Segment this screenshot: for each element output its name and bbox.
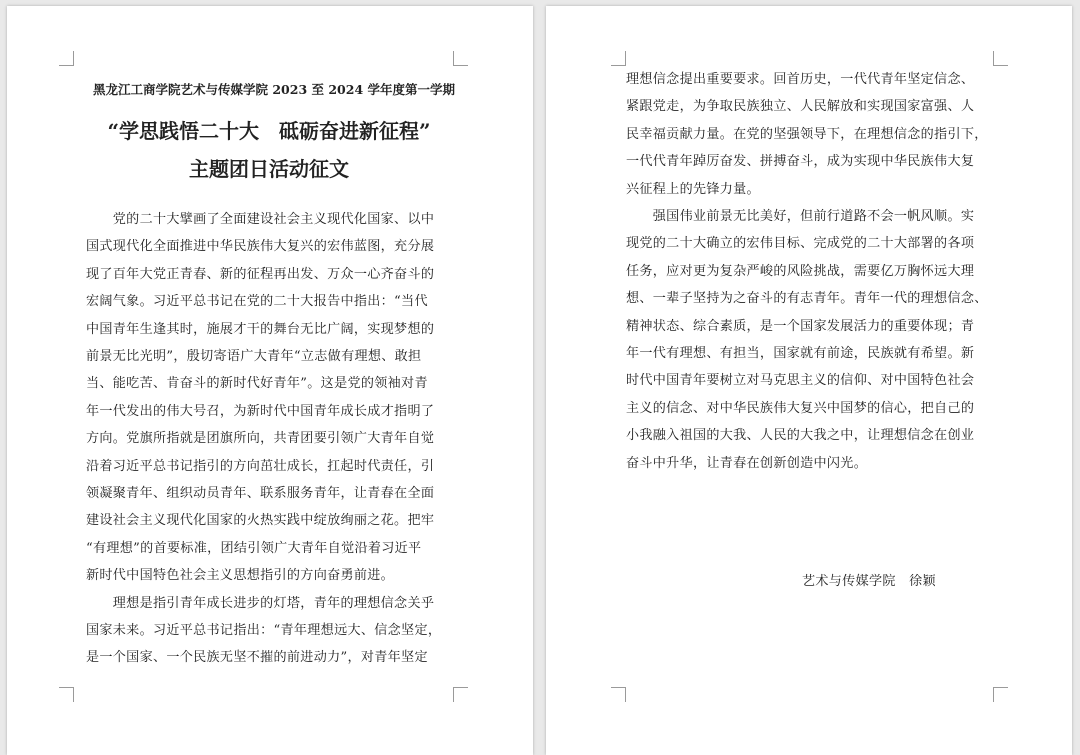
text-line: 是一个国家、一个民族无坚不摧的前进动力”，对青年坚定 — [86, 650, 428, 666]
text-line: 奋斗中升华，让青春在创新创造中闪光。 — [626, 455, 868, 471]
text-line: 强国伟业前景无比美好，但前行道路不会一帆风顺。实 — [626, 209, 975, 224]
text-line: 方向。党旗所指就是团旗所向，共青团要引领广大青年自觉 — [86, 431, 435, 447]
text-line: 新时代中国特色社会主义思想指引的方向奋勇前进。 — [86, 568, 395, 584]
text-line: 任务，应对更为复杂严峻的风险挑战，需要亿万胸怀远大理 — [626, 263, 975, 279]
text-line: 现党的二十大确立的宏伟目标、完成党的二十大部署的各项 — [626, 236, 975, 252]
text-line: 年一代有理想、有担当，国家就有前途，民族就有希望。新 — [626, 346, 975, 361]
text-line: 年一代发出的伟大号召，为新时代中国青年成长成才指明了 — [86, 403, 435, 419]
text-line: 国家未来。习近平总书记指出：“青年理想远大、信念坚定， — [86, 623, 442, 638]
crop-mark — [993, 51, 1008, 66]
text-line: 理想是指引青年成长进步的灯塔，青年的理想信念关乎 — [86, 595, 435, 611]
text-line: 理想信念提出重要要求。回首历史，一代代青年坚定信念、 — [626, 72, 975, 87]
text-line: 一代代青年踔厉奋发、拼搏奋斗，成为实现中华民族伟大复 — [626, 154, 975, 170]
text-line: 想、一辈子坚持为之奋斗的有志青年。青年一代的理想信念、 — [626, 291, 988, 307]
text-line: “有理想”的首要标准，团结引领广大青年自觉沿着习近平 — [86, 540, 422, 556]
document-subtitle: 主题团日活动征文 — [189, 157, 349, 181]
text-line: 宏阔气象。习近平总书记在党的二十大报告中指出：“当代 — [86, 294, 428, 310]
text-line: 国式现代化全面推进中华民族伟大复兴的宏伟蓝图，充分展 — [86, 239, 435, 255]
text-line: 沿着习近平总书记指引的方向茁壮成长，扛起时代责任，引 — [86, 458, 435, 474]
text-line: 民幸福贡献力量。在党的坚强领导下，在理想信念的指引下， — [626, 126, 988, 142]
document-page-2 — [546, 6, 1072, 755]
text-line: 紧跟党走，为争取民族独立、人民解放和实现国家富强、人 — [626, 99, 975, 115]
text-line: 兴征程上的先锋力量。 — [626, 181, 760, 197]
text-line: 小我融入祖国的大我、人民的大我之中，让理想信念在创业 — [626, 428, 975, 444]
text-line: 现了百年大党正青春、新的征程再出发、万众一心齐奋斗的 — [86, 266, 435, 282]
text-line: 建设社会主义现代化国家的火热实践中绽放绚丽之花。把牢 — [86, 513, 435, 529]
document-page-1 — [7, 6, 533, 755]
crop-mark — [611, 51, 626, 66]
crop-mark — [993, 687, 1008, 702]
text-line: 中国青年生逢其时，施展才干的舞台无比广阔，实现梦想的 — [86, 321, 435, 337]
text-line: 领凝聚青年、组织动员青年、联系服务青年，让青春在全面 — [86, 486, 435, 501]
text-line: 党的二十大擘画了全面建设社会主义现代化国家、以中 — [86, 212, 435, 227]
text-line: 时代中国青年要树立对马克思主义的信仰、对中国特色社会 — [626, 373, 975, 389]
crop-mark — [59, 687, 74, 702]
crop-mark — [453, 51, 468, 66]
text-line: 精神状态、综合素质，是一个国家发展活力的重要体现；青 — [626, 318, 975, 334]
crop-mark — [59, 51, 74, 66]
text-line: 当、能吃苦、肯奋斗的新时代好青年”。这是党的领袖对青 — [86, 376, 428, 392]
document-title: “学思践悟二十大 砥砺奋进新征程” — [107, 119, 431, 143]
author-signature: 艺术与传媒学院 徐颖 — [802, 574, 936, 589]
crop-mark — [453, 687, 468, 702]
crop-mark — [611, 687, 626, 702]
text-line: 主义的信念、对中华民族伟大复兴中国梦的信心，把自己的 — [626, 400, 975, 416]
document-header: 黑龙江工商学院艺术与传媒学院 2023 至 2024 学年度第一学期 — [93, 82, 455, 97]
text-line: 前景无比光明”，殷切寄语广大青年“立志做有理想、敢担 — [86, 349, 422, 364]
